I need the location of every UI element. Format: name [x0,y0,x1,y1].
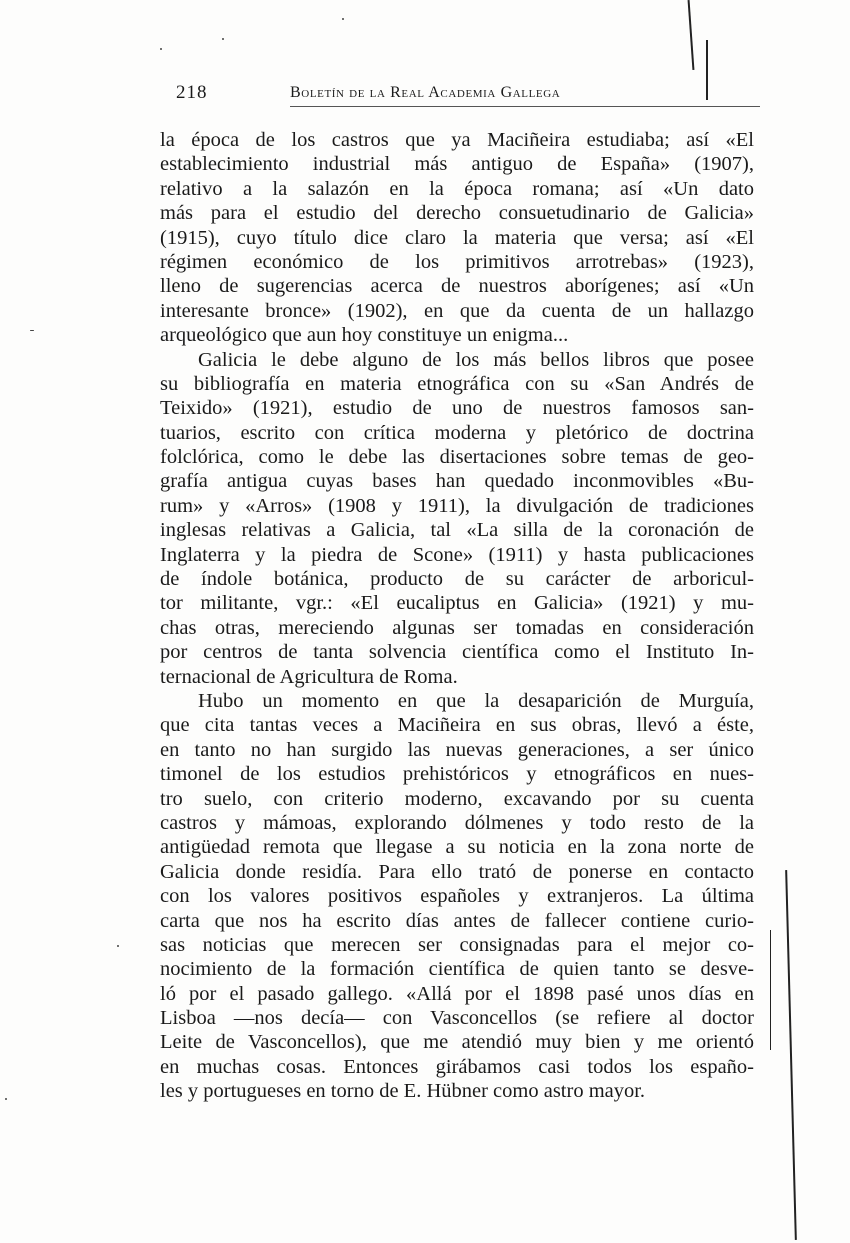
scan-speck [117,945,119,947]
scan-speck [342,18,344,20]
text-line: en muchas cosas. Entonces girábamos casi todos los españo- [160,1055,754,1078]
text-line: interesante bronce» (1902), en que da cuenta de un hallazgo [160,299,754,322]
text-line: tuarios, escrito con crítica moderna y pletórico de doctrina [160,421,754,444]
text-line: de índole botánica, producto de su carácter de arboricul- [160,568,754,591]
text-line: tor militante, vgr.: «El eucaliptus en Galicia» (1921) y mu- [160,592,754,615]
text-line: establecimiento industrial más antiguo de España» (1907), [160,153,754,176]
text-line: Teixido» (1921), estudio de uno de nuestros famosos san- [160,397,754,420]
text-line: régimen económico de los primitivos arrotrebas» (1923), [160,250,754,273]
text-line: castros y mámoas, explorando dólmenes y todo resto de la [160,811,754,834]
text-line: folclórica, como le debe las disertaciones sobre temas de geo- [160,446,754,469]
scan-margin-mark [770,930,771,1050]
body-text [160,128,754,1104]
text-line: tro suelo, con criterio moderno, excavando por su cuenta [160,787,754,810]
text-line: ternacional de Agricultura de Roma. [160,665,458,688]
text-line: que cita tantas veces a Maciñeira en sus obras, llevó a éste, [160,714,754,737]
text-line: en tanto no han surgido las nuevas generaciones, a ser único [160,738,754,761]
scan-margin-mark [785,870,797,1240]
text-line: con los valores positivos españoles y extranjeros. La última [160,885,754,908]
text-line: relativo a la salazón en la época romana; así «Un dato [160,177,754,200]
text-line: lleno de sugerencias acerca de nuestros aborígenes; así «Un [160,275,754,298]
text-line: Lisboa —nos decía— con Vasconcellos (se refiere al doctor [160,1007,754,1030]
header-rule [290,106,760,107]
text-line: chas otras, mereciendo algunas ser tomadas en consideración [160,616,754,639]
text-line: más para el estudio del derecho consuetudinario de Galicia» [160,202,754,225]
text-line: su bibliografía en materia etnográfica con su «San Andrés de [160,372,754,395]
scan-speck [160,48,162,50]
scan-speck [222,38,224,40]
running-head: Boletín de la Real Academia Gallega [290,84,561,101]
text-line: la época de los castros que ya Maciñeira estudiaba; así «El [160,129,754,151]
text-line: grafía antigua cuyas bases han quedado inconmovibles «Bu- [160,470,754,493]
text-line: Galicia le debe alguno de los más bellos libros que posee [198,348,754,371]
text-line: Galicia donde residía. Para ello trató de ponerse en contacto [160,860,754,883]
text-line: Leite de Vasconcellos), que me atendió muy bien y me orientó [160,1031,754,1054]
scan-margin-mark [706,40,708,100]
text-line: inglesas relativas a Galicia, tal «La silla de la coronación de [160,519,754,542]
scan-speck [5,1098,7,1100]
text-line: les y portugueses en torno de E. Hübner como astro mayor. [160,1080,646,1103]
text-line: arqueológico que aun hoy constituye un enigma... [160,324,569,347]
scan-speck [30,330,34,331]
scan-margin-mark [688,0,695,70]
text-line: Hubo un momento en que la desaparición de Murguía, [198,689,754,712]
page-number: 218 [176,82,208,103]
text-line: Inglaterra y la piedra de Scone» (1911) y hasta publicaciones [160,543,754,566]
text-line: nocimiento de la formación científica de quien tanto se desve- [160,958,754,981]
text-line: por centros de tanta solvencia científica como el Instituto In- [160,641,754,664]
text-line: antigüedad remota que llegase a su noticia en la zona norte de [160,836,754,859]
text-line: carta que nos ha escrito días antes de fallecer contiene curio- [160,909,754,932]
text-line: ló por el pasado gallego. «Allá por el 1898 pasé unos días en [160,982,754,1005]
text-line: rum» y «Arros» (1908 y 1911), la divulgación de tradiciones [160,494,754,517]
text-line: sas noticias que merecen ser consignadas para el mejor co- [160,933,754,956]
text-line: timonel de los estudios prehistóricos y etnográficos en nues- [160,763,754,786]
page-header [160,82,756,108]
text-line: (1915), cuyo título dice claro la materia que versa; así «El [160,226,754,249]
